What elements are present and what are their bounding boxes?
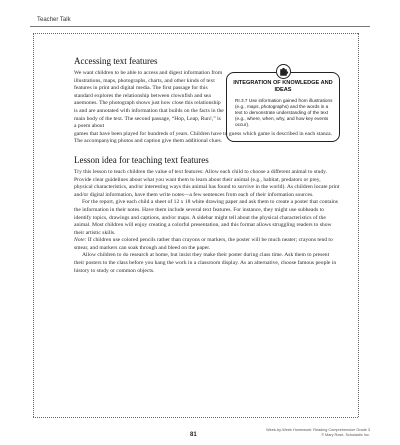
- header-rule: [30, 26, 370, 27]
- note-label: Note:: [74, 237, 87, 244]
- callout-title: INTEGRATION OF KNOWLEDGE AND IDEAS: [233, 80, 333, 93]
- lesson-paragraph-3: Allow children to do research at home, but insist they make their poster during class time. Ask them to present their posters to the class before you hang the work in a classroom display. As an alternative, choose famous people in history to study or common objects.: [74, 252, 337, 274]
- section-heading-lesson-idea: Lesson idea for teaching text features: [74, 154, 209, 165]
- intro-paragraph: We want children to be able to access and digest information from illustrations, maps, photographs, charts, and other kinds of text features in print and digital media. The first passage for this standard explores the relationship between clownfish and sea anemones. The photograph shows just how close this relationship is and are annotated with information that builds on the facts in the main body of the text. The second passage, “Hop, Leap, Run!,” is a poem about: [74, 70, 224, 130]
- dotted-border-right: [358, 33, 359, 417]
- dotted-border-left: [33, 33, 34, 417]
- credit-book-title: Week-by-Week Homework: Reading Comprehension Grade 3: [266, 428, 370, 432]
- section-tag: Teacher Talk: [37, 17, 71, 23]
- note-text: If children use colored pencils rather than crayons or markers, the poster will be much neater; crayons tend to smear, and markers can soak through and bleed on the paper.: [74, 237, 333, 251]
- credit-line: [266, 428, 370, 437]
- section-heading-accessing-text-features: Accessing text features: [74, 56, 158, 66]
- dotted-border-top: [33, 33, 358, 34]
- lesson-paragraph-2: For the report, give each child a sheet of 12 x 18 white drawing paper and ask them to create a poster that contains the information in their notes. Have them include several text features. For instance, they might use subheads to identify topics, drawings and captions, and/or maps. A sidebar might tell about the physical characteristics of the animal. Most children will enjoy creating a colorful presentation, and this format allows struggling readers to show their artistic skills.: [74, 199, 338, 236]
- page-number: 81: [190, 432, 197, 438]
- dotted-border-bottom: [33, 417, 358, 418]
- callout-standard-text: RI.3.7 Use information gained from illustrations (e.g., maps, photographs) and the words in a text to demonstrate understanding of the text (e.g., where, when, why, and how key events occur).: [235, 98, 333, 128]
- main-content: [74, 56, 340, 275]
- intro-paragraph-continued: games that have been played for hundreds of years. Children have to guess which game is described in each stanza. The accompanying photos and caption give them additional clues.: [74, 130, 333, 145]
- lesson-paragraph-1: Try this lesson to teach children the value of text features: Allow each child to choose a different animal to study. Provide clear guidelines about what you want them to learn about their animal (e.g., habitat, predators or prey, physical characteristics, and/or interesting ways this animal has found to survive in the world). As children locate print and/or digital information, have them write notes—a few sentences from each of their information sources.: [74, 168, 340, 198]
- credit-copyright: © Mary Rose, Scholastic Inc.: [321, 432, 370, 437]
- note-paragraph: [74, 237, 340, 252]
